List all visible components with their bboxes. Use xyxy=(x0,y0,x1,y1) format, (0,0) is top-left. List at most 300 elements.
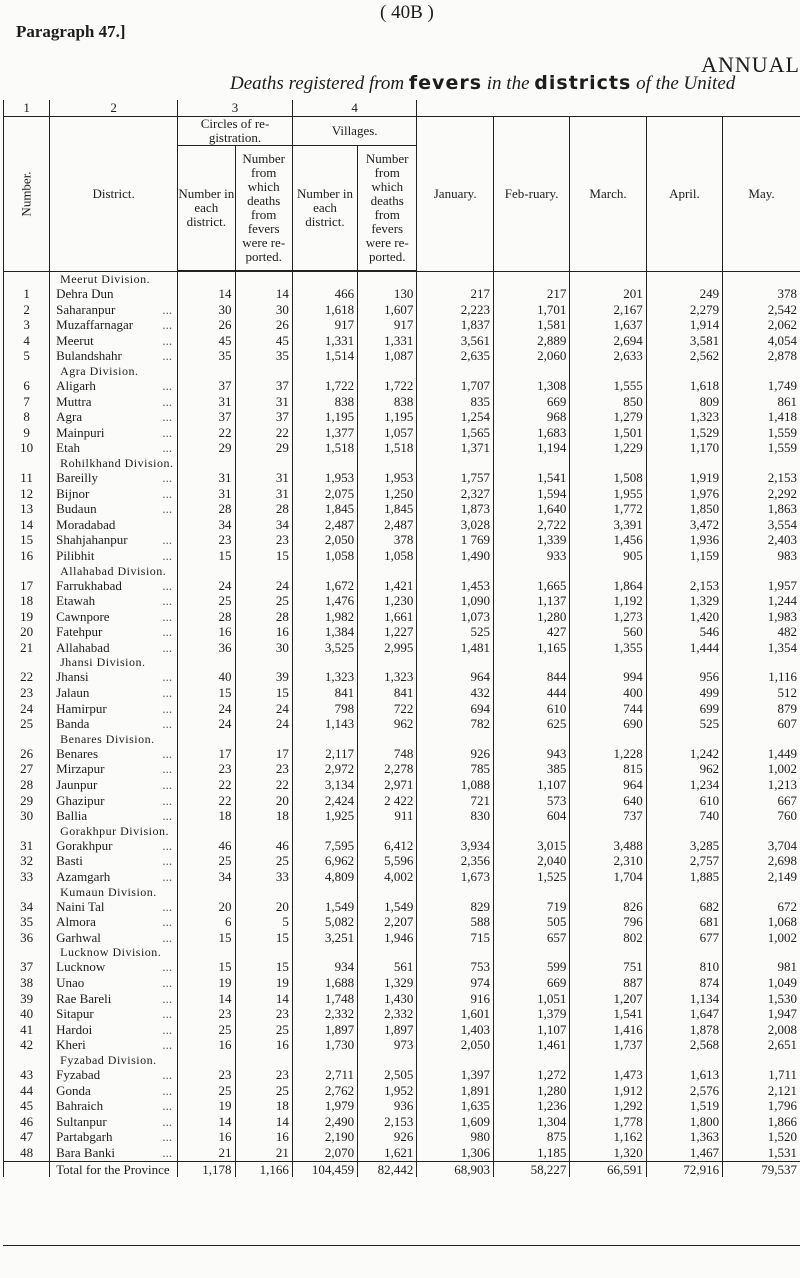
villages-count-header: Number in each district. xyxy=(292,146,357,272)
district-cell xyxy=(50,302,178,318)
february-cell: 217 xyxy=(493,286,569,302)
may-cell: 983 xyxy=(723,548,800,564)
villages-fever-cell: 1,661 xyxy=(358,609,417,625)
district-name: Bara Banki xyxy=(56,1144,115,1160)
may-cell: 1,559 xyxy=(723,440,800,456)
villages-cell: 2,070 xyxy=(292,1145,357,1161)
district-row xyxy=(4,470,800,486)
circles-fever-cell: 14 xyxy=(235,1114,292,1130)
may-cell: 1,049 xyxy=(723,975,800,991)
division-blank-cell xyxy=(417,271,494,286)
circles-fever-cell: 17 xyxy=(235,746,292,762)
division-blank-cell xyxy=(493,732,569,746)
villages-fever-cell: 561 xyxy=(358,959,417,975)
total-circles: 1,178 xyxy=(178,1161,235,1177)
division-blank-cell xyxy=(417,564,494,578)
division-blank-cell xyxy=(417,655,494,669)
may-header: May. xyxy=(723,117,800,272)
villages-cell: 838 xyxy=(292,394,357,410)
district-name: Hamirpur xyxy=(56,700,107,716)
division-blank-cell xyxy=(178,271,235,286)
villages-fever-cell: 1,087 xyxy=(358,348,417,364)
march-cell: 560 xyxy=(570,624,646,640)
division-blank-cell xyxy=(570,945,646,959)
district-row xyxy=(4,685,800,701)
villages-cell: 1,331 xyxy=(292,333,357,349)
district-name: Garhwal xyxy=(56,929,101,945)
april-cell: 681 xyxy=(646,914,722,930)
division-blank-cell xyxy=(646,1053,722,1067)
villages-cell: 1,618 xyxy=(292,302,357,318)
circles-cell: 24 xyxy=(178,716,235,732)
district-cell xyxy=(50,959,178,975)
circles-cell: 14 xyxy=(178,991,235,1007)
april-cell: 546 xyxy=(646,624,722,640)
table-subtitle xyxy=(230,72,735,95)
february-cell: 1,594 xyxy=(493,486,569,502)
january-cell: 3,561 xyxy=(417,333,494,349)
district-cell xyxy=(50,333,178,349)
district-row xyxy=(4,348,800,364)
may-cell: 1,354 xyxy=(723,640,800,656)
villages-cell: 1,195 xyxy=(292,409,357,425)
leader-dots: ... xyxy=(162,1113,173,1129)
villages-fever-cell: 1,549 xyxy=(358,899,417,915)
circles-fever-cell: 15 xyxy=(235,930,292,946)
circles-cell: 35 xyxy=(178,348,235,364)
circles-cell: 15 xyxy=(178,685,235,701)
district-cell xyxy=(50,991,178,1007)
district-row xyxy=(4,486,800,502)
row-number: 47 xyxy=(4,1129,50,1145)
january-cell: 829 xyxy=(417,899,494,915)
district-row xyxy=(4,640,800,656)
row-number: 41 xyxy=(4,1022,50,1038)
may-cell: 1,244 xyxy=(723,593,800,609)
circles-cell: 6 xyxy=(178,914,235,930)
circles-fever-header: Number from which deaths from fevers were re-ported. xyxy=(235,146,292,272)
circles-cell: 15 xyxy=(178,930,235,946)
division-blank-cell xyxy=(493,655,569,669)
division-blank-cell xyxy=(358,456,417,470)
row-number: 11 xyxy=(4,470,50,486)
row-number: 7 xyxy=(4,394,50,410)
april-cell: 1,647 xyxy=(646,1006,722,1022)
circles-fever-cell: 19 xyxy=(235,975,292,991)
villages-cell: 2,762 xyxy=(292,1083,357,1099)
january-cell: 2,223 xyxy=(417,302,494,318)
villages-cell: 934 xyxy=(292,959,357,975)
villages-fever-cell: 1,518 xyxy=(358,440,417,456)
circles-fever-cell: 25 xyxy=(235,1022,292,1038)
division-name: Allahabad Division. xyxy=(50,564,178,578)
leader-dots: ... xyxy=(162,959,173,975)
division-blank-cell xyxy=(178,824,235,838)
may-cell: 1,449 xyxy=(723,746,800,762)
february-cell: 669 xyxy=(493,975,569,991)
circles-fever-cell: 39 xyxy=(235,669,292,685)
circles-fever-cell: 18 xyxy=(235,1098,292,1114)
division-blank-cell xyxy=(292,564,357,578)
district-row xyxy=(4,593,800,609)
villages-fever-cell: 5,596 xyxy=(358,853,417,869)
february-cell: 1,640 xyxy=(493,501,569,517)
april-cell: 3,472 xyxy=(646,517,722,533)
january-cell: 1,609 xyxy=(417,1114,494,1130)
division-blank-cell xyxy=(235,564,292,578)
division-blank-cell xyxy=(417,945,494,959)
may-cell: 482 xyxy=(723,624,800,640)
circles-fever-cell: 30 xyxy=(235,640,292,656)
villages-fever-cell: 1,421 xyxy=(358,578,417,594)
villages-fever-cell: 1,953 xyxy=(358,470,417,486)
january-cell: 2,356 xyxy=(417,853,494,869)
circles-cell: 19 xyxy=(178,1098,235,1114)
circles-fever-cell: 15 xyxy=(235,548,292,564)
january-cell: 1,073 xyxy=(417,609,494,625)
may-cell: 760 xyxy=(723,808,800,824)
division-idx xyxy=(4,564,50,578)
villages-fever-cell: 130 xyxy=(358,286,417,302)
division-row xyxy=(4,885,800,899)
villages-cell: 1,979 xyxy=(292,1098,357,1114)
may-cell: 2,878 xyxy=(723,348,800,364)
colnum-4: 4 xyxy=(292,100,416,117)
division-blank-cell xyxy=(292,1053,357,1067)
villages-fever-cell: 2,332 xyxy=(358,1006,417,1022)
may-cell: 3,554 xyxy=(723,517,800,533)
april-cell: 956 xyxy=(646,669,722,685)
district-name: Jhansi xyxy=(56,669,89,685)
january-cell: 2,635 xyxy=(417,348,494,364)
february-cell: 1,701 xyxy=(493,302,569,318)
villages-fever-cell: 1,722 xyxy=(358,378,417,394)
division-idx xyxy=(4,456,50,470)
may-cell: 378 xyxy=(723,286,800,302)
circles-cell: 46 xyxy=(178,838,235,854)
division-blank-cell xyxy=(646,456,722,470)
division-blank-cell xyxy=(235,271,292,286)
february-cell: 719 xyxy=(493,899,569,915)
circles-fever-cell: 16 xyxy=(235,1037,292,1053)
total-march: 66,591 xyxy=(570,1161,646,1177)
leader-dots: ... xyxy=(162,1098,173,1114)
division-blank-cell xyxy=(570,824,646,838)
division-blank-cell xyxy=(570,655,646,669)
february-cell: 669 xyxy=(493,394,569,410)
january-cell: 916 xyxy=(417,991,494,1007)
district-cell xyxy=(50,317,178,333)
circles-fever-cell: 25 xyxy=(235,593,292,609)
leader-dots: ... xyxy=(162,377,173,393)
division-blank-cell xyxy=(358,885,417,899)
march-cell: 815 xyxy=(570,761,646,777)
division-name: Kumaun Division. xyxy=(50,885,178,899)
district-row xyxy=(4,1006,800,1022)
colnum-1: 1 xyxy=(4,100,50,117)
division-blank-cell xyxy=(358,732,417,746)
total-villages-fever: 82,442 xyxy=(358,1161,417,1177)
row-number: 23 xyxy=(4,685,50,701)
row-number: 44 xyxy=(4,1083,50,1099)
april-cell: 525 xyxy=(646,716,722,732)
february-cell: 1,541 xyxy=(493,470,569,486)
colnum-3: 3 xyxy=(178,100,293,117)
circles-fever-cell: 18 xyxy=(235,808,292,824)
colnum-blank xyxy=(417,100,800,117)
division-blank-cell xyxy=(493,1053,569,1067)
district-name: Lucknow xyxy=(56,959,106,975)
district-row xyxy=(4,975,800,991)
january-cell: 1,306 xyxy=(417,1145,494,1161)
district-row xyxy=(4,930,800,946)
leader-dots: ... xyxy=(162,777,173,793)
may-cell: 2,698 xyxy=(723,853,800,869)
district-cell xyxy=(50,348,178,364)
circles-fever-cell: 21 xyxy=(235,1145,292,1161)
villages-fever-cell: 2,487 xyxy=(358,517,417,533)
district-cell xyxy=(50,609,178,625)
district-row xyxy=(4,425,800,441)
leader-dots: ... xyxy=(162,547,173,563)
leader-dots: ... xyxy=(162,577,173,593)
circles-cell: 16 xyxy=(178,1129,235,1145)
circles-cell: 23 xyxy=(178,761,235,777)
district-name: Moradabad xyxy=(56,516,116,532)
circles-fever-cell: 23 xyxy=(235,1006,292,1022)
circles-fever-cell: 22 xyxy=(235,777,292,793)
district-cell xyxy=(50,1022,178,1038)
january-cell: 835 xyxy=(417,394,494,410)
february-cell: 1,665 xyxy=(493,578,569,594)
april-cell: 610 xyxy=(646,793,722,809)
division-blank-cell xyxy=(723,456,800,470)
district-name: Almora xyxy=(56,914,96,930)
circles-cell: 16 xyxy=(178,1037,235,1053)
february-cell: 943 xyxy=(493,746,569,762)
district-row xyxy=(4,1083,800,1099)
march-header: March. xyxy=(570,117,646,272)
villages-cell: 1,672 xyxy=(292,578,357,594)
division-blank-cell xyxy=(358,655,417,669)
villages-fever-cell: 1,058 xyxy=(358,548,417,564)
district-cell xyxy=(50,685,178,701)
circles-cell: 17 xyxy=(178,746,235,762)
district-cell xyxy=(50,808,178,824)
february-cell: 1,525 xyxy=(493,869,569,885)
district-cell xyxy=(50,930,178,946)
district-name: Kheri xyxy=(56,1037,86,1053)
march-cell: 1,229 xyxy=(570,440,646,456)
circles-cell: 31 xyxy=(178,470,235,486)
january-cell: 974 xyxy=(417,975,494,991)
row-number: 17 xyxy=(4,578,50,594)
villages-cell: 2,972 xyxy=(292,761,357,777)
division-blank-cell xyxy=(235,456,292,470)
january-cell: 753 xyxy=(417,959,494,975)
district-cell xyxy=(50,701,178,717)
circles-cell: 37 xyxy=(178,409,235,425)
row-number: 32 xyxy=(4,853,50,869)
district-row xyxy=(4,1145,800,1161)
may-cell: 607 xyxy=(723,716,800,732)
january-cell: 525 xyxy=(417,624,494,640)
district-row xyxy=(4,517,800,533)
february-cell: 385 xyxy=(493,761,569,777)
row-number: 8 xyxy=(4,409,50,425)
april-header: April. xyxy=(646,117,722,272)
january-cell: 3,028 xyxy=(417,517,494,533)
leader-dots: ... xyxy=(162,700,173,716)
may-cell: 1,002 xyxy=(723,930,800,946)
may-cell: 1,711 xyxy=(723,1067,800,1083)
district-row xyxy=(4,578,800,594)
row-number: 34 xyxy=(4,899,50,915)
division-blank-cell xyxy=(178,1053,235,1067)
april-cell: 2,576 xyxy=(646,1083,722,1099)
villages-cell: 1,730 xyxy=(292,1037,357,1053)
division-name: Lucknow Division. xyxy=(50,945,178,959)
district-name: Ballia xyxy=(56,808,88,824)
february-cell: 1,304 xyxy=(493,1114,569,1130)
row-number: 45 xyxy=(4,1098,50,1114)
may-cell: 2,651 xyxy=(723,1037,800,1053)
leader-dots: ... xyxy=(162,1144,173,1160)
villages-cell: 3,134 xyxy=(292,777,357,793)
january-cell: 1,371 xyxy=(417,440,494,456)
april-cell: 1,329 xyxy=(646,593,722,609)
may-cell: 4,054 xyxy=(723,333,800,349)
march-cell: 2,167 xyxy=(570,302,646,318)
division-blank-cell xyxy=(646,732,722,746)
circles-fever-cell: 24 xyxy=(235,716,292,732)
villages-fever-header: Number from which deaths from fevers were re-ported. xyxy=(358,146,417,272)
january-cell: 1,481 xyxy=(417,640,494,656)
april-cell: 2,757 xyxy=(646,853,722,869)
leader-dots: ... xyxy=(162,1006,173,1022)
may-cell: 1,863 xyxy=(723,501,800,517)
april-cell: 3,581 xyxy=(646,333,722,349)
row-number: 46 xyxy=(4,1114,50,1130)
district-name: Pilibhit xyxy=(56,547,95,563)
district-name: Sitapur xyxy=(56,1006,94,1022)
district-row xyxy=(4,1098,800,1114)
district-name: Shahjahanpur xyxy=(56,532,128,548)
circles-fever-cell: 15 xyxy=(235,685,292,701)
total-row xyxy=(4,1161,800,1177)
villages-cell: 1,514 xyxy=(292,348,357,364)
division-blank-cell xyxy=(358,824,417,838)
april-cell: 1,363 xyxy=(646,1129,722,1145)
circles-cell: 16 xyxy=(178,624,235,640)
leader-dots: ... xyxy=(162,332,173,348)
row-number: 13 xyxy=(4,501,50,517)
leader-dots: ... xyxy=(162,974,173,990)
district-name: Ghazipur xyxy=(56,792,105,808)
district-cell xyxy=(50,532,178,548)
villages-cell: 798 xyxy=(292,701,357,717)
row-number: 26 xyxy=(4,746,50,762)
number-header xyxy=(4,117,50,272)
circles-cell: 23 xyxy=(178,532,235,548)
april-cell: 682 xyxy=(646,899,722,915)
leader-dots: ... xyxy=(162,485,173,501)
circles-cell: 31 xyxy=(178,486,235,502)
circles-fever-cell: 14 xyxy=(235,286,292,302)
row-number: 4 xyxy=(4,333,50,349)
district-name: Hardoi xyxy=(56,1021,93,1037)
district-cell xyxy=(50,761,178,777)
april-cell: 1,850 xyxy=(646,501,722,517)
circles-cell: 26 xyxy=(178,317,235,333)
villages-fever-cell: 1,946 xyxy=(358,930,417,946)
january-cell: 1,891 xyxy=(417,1083,494,1099)
april-cell: 1,885 xyxy=(646,869,722,885)
leader-dots: ... xyxy=(162,761,173,777)
circles-fever-cell: 28 xyxy=(235,501,292,517)
district-cell xyxy=(50,1129,178,1145)
subtitle-districts: districts xyxy=(534,72,632,94)
circles-cell: 37 xyxy=(178,378,235,394)
table-body xyxy=(4,271,800,1161)
villages-fever-cell: 2,995 xyxy=(358,640,417,656)
district-row xyxy=(4,853,800,869)
division-blank-cell xyxy=(723,271,800,286)
villages-fever-cell: 378 xyxy=(358,532,417,548)
april-cell: 1,420 xyxy=(646,609,722,625)
row-number: 2 xyxy=(4,302,50,318)
circles-header: Circles of re-gistration. xyxy=(178,117,293,146)
leader-dots: ... xyxy=(162,745,173,761)
villages-cell: 1,748 xyxy=(292,991,357,1007)
april-cell: 249 xyxy=(646,286,722,302)
division-row xyxy=(4,564,800,578)
villages-fever-cell: 1,250 xyxy=(358,486,417,502)
march-cell: 1,207 xyxy=(570,991,646,1007)
division-blank-cell xyxy=(358,945,417,959)
district-cell xyxy=(50,286,178,302)
district-name: Budaun xyxy=(56,501,97,517)
circles-cell: 25 xyxy=(178,1083,235,1099)
february-cell: 427 xyxy=(493,624,569,640)
january-cell: 926 xyxy=(417,746,494,762)
district-cell xyxy=(50,548,178,564)
villages-fever-cell: 1,845 xyxy=(358,501,417,517)
february-cell: 1,272 xyxy=(493,1067,569,1083)
division-idx xyxy=(4,1053,50,1067)
division-blank-cell xyxy=(292,271,357,286)
march-cell: 3,391 xyxy=(570,517,646,533)
leader-dots: ... xyxy=(162,792,173,808)
district-row xyxy=(4,333,800,349)
division-name: Agra Division. xyxy=(50,364,178,378)
division-row xyxy=(4,364,800,378)
district-cell xyxy=(50,1145,178,1161)
march-cell: 1,541 xyxy=(570,1006,646,1022)
villages-cell: 1,897 xyxy=(292,1022,357,1038)
villages-cell: 3,251 xyxy=(292,930,357,946)
circles-fever-cell: 33 xyxy=(235,869,292,885)
division-blank-cell xyxy=(646,564,722,578)
leader-dots: ... xyxy=(162,440,173,456)
march-cell: 826 xyxy=(570,899,646,915)
february-cell: 2,060 xyxy=(493,348,569,364)
march-cell: 744 xyxy=(570,701,646,717)
may-cell: 1,796 xyxy=(723,1098,800,1114)
district-cell xyxy=(50,853,178,869)
march-cell: 887 xyxy=(570,975,646,991)
circles-cell: 15 xyxy=(178,548,235,564)
